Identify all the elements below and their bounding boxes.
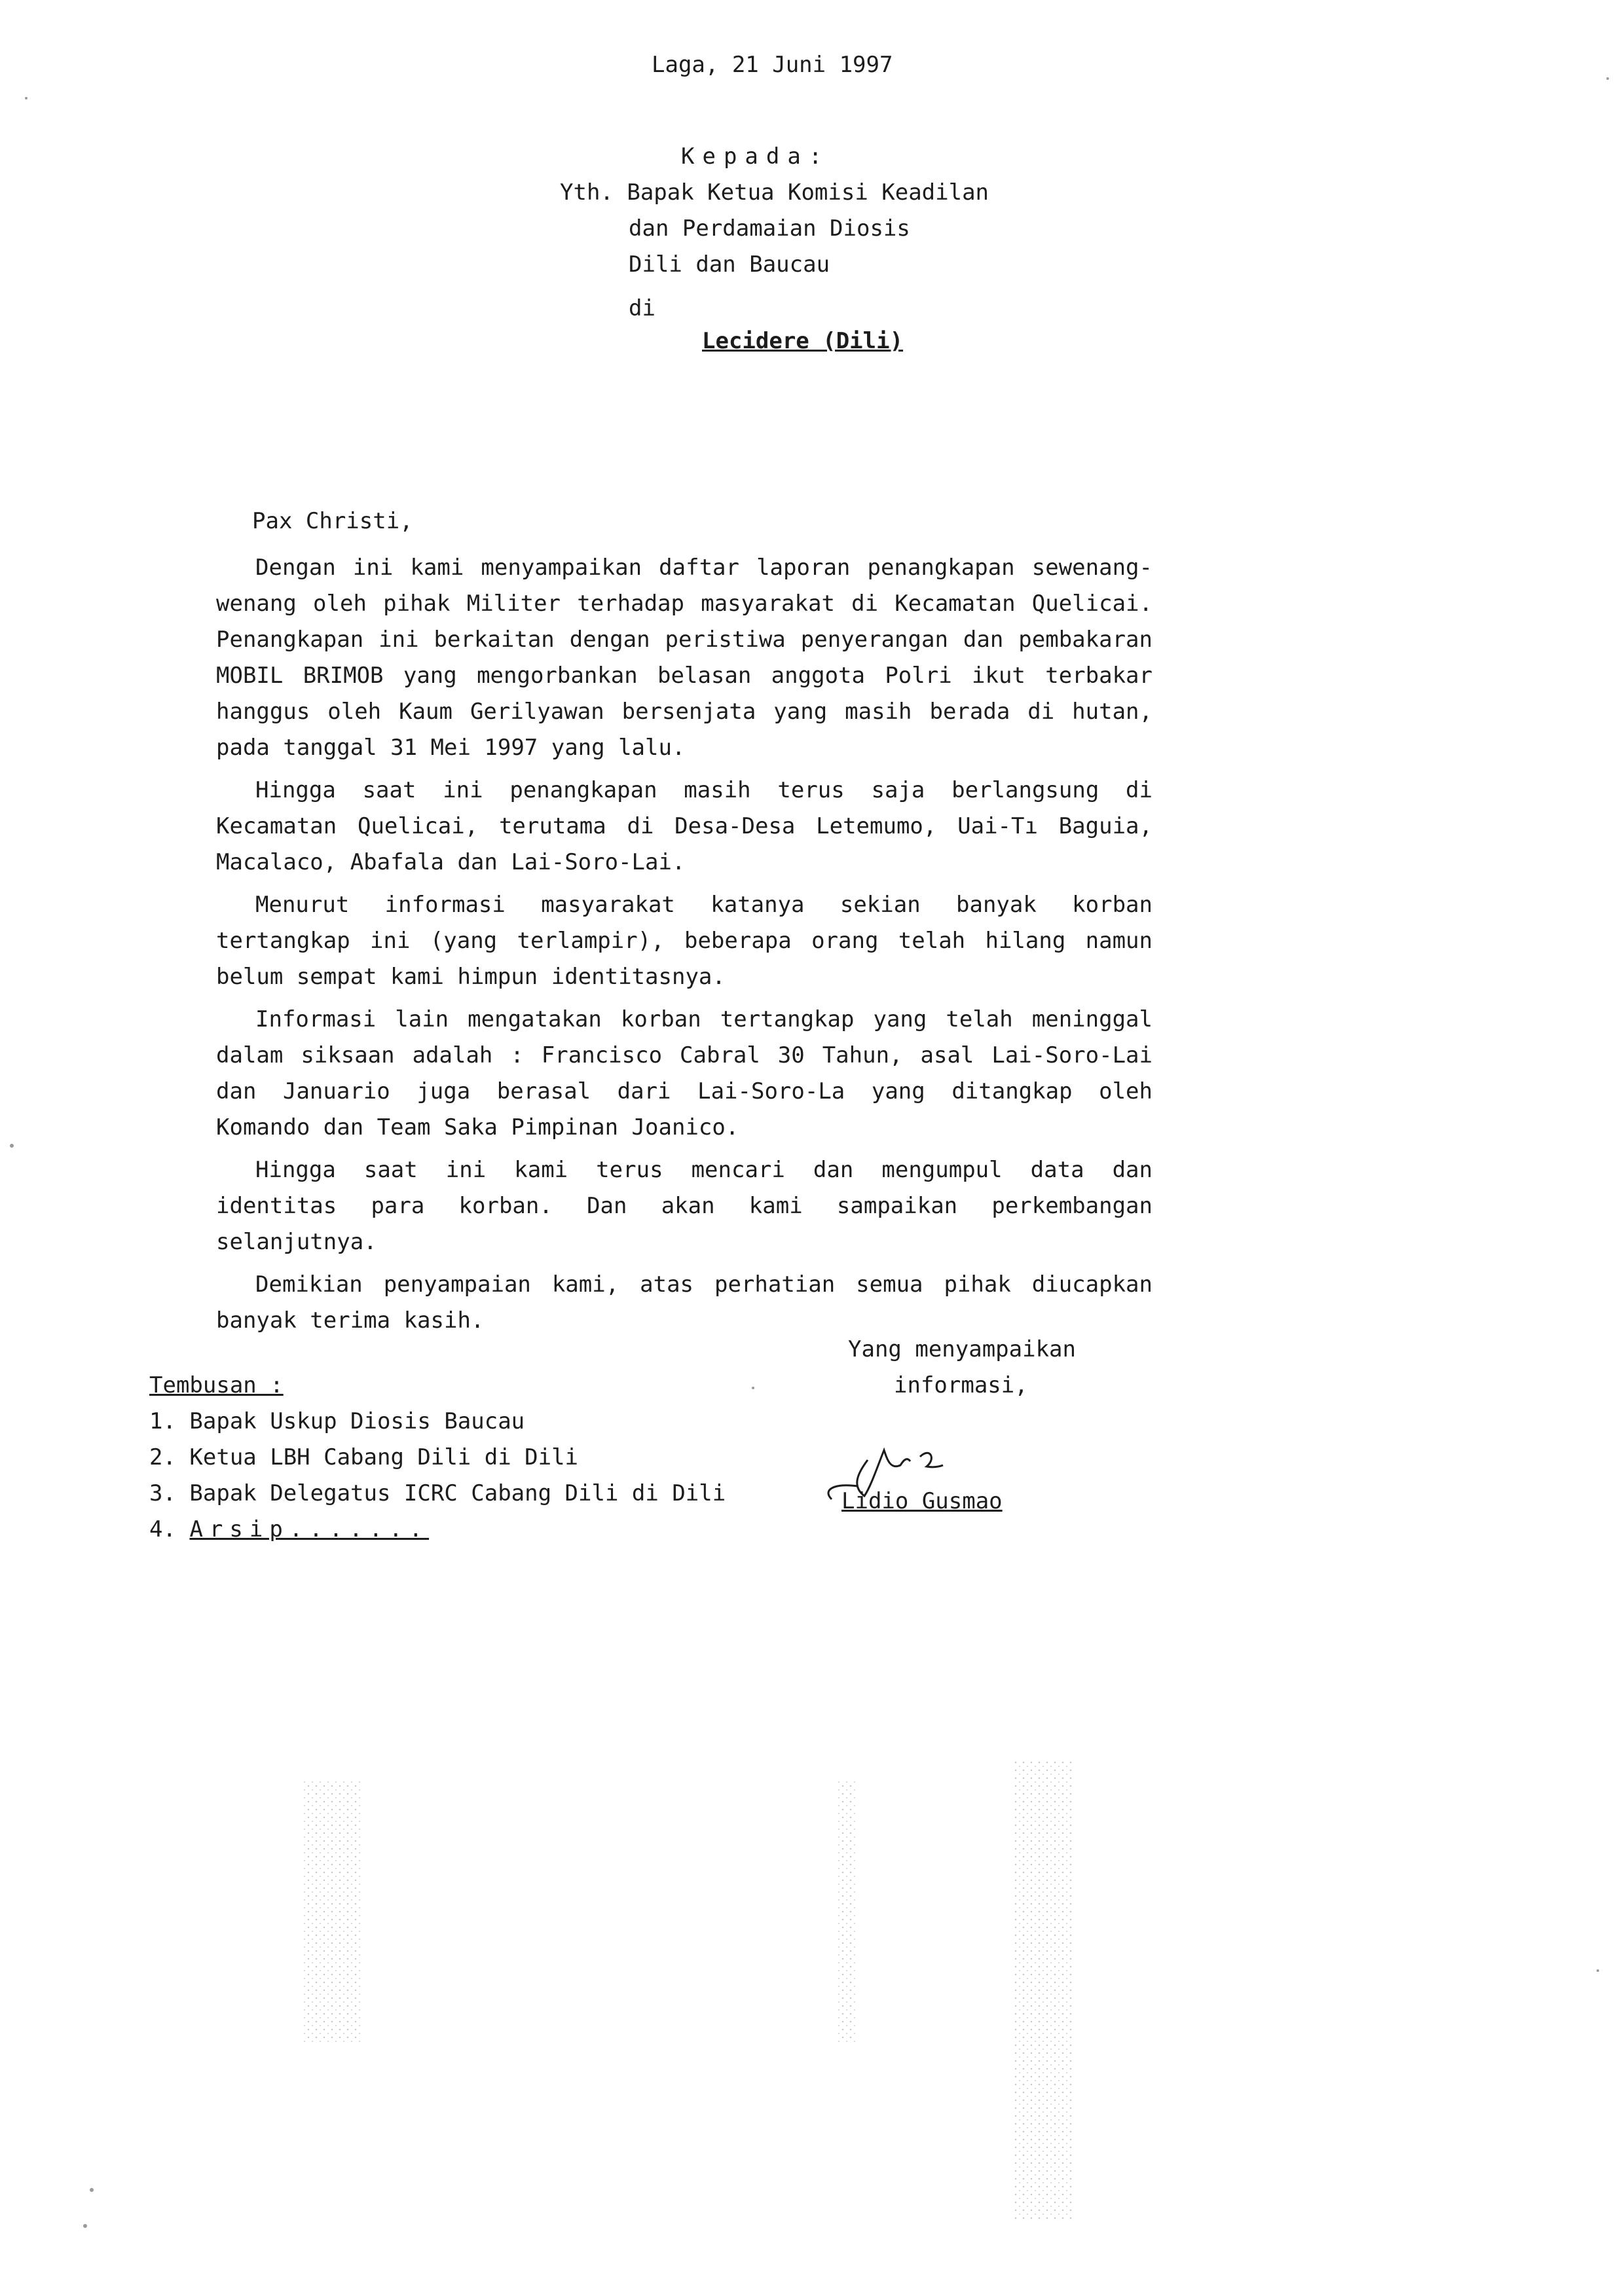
cc-heading: Tembusan : [149, 1372, 284, 1398]
cc-item: 2. Ketua LBH Cabang Dili di Dili [149, 1444, 579, 1470]
recipient-heading: Kepada: [681, 143, 830, 170]
body-paragraph: Dengan ini kami menyampaikan daftar laporan penangkapan sewenang-wenang oleh pihak Militer terhadap masyarakat di Kecamatan Quelicai. Penangkapan ini berkaitan dengan peristiwa penyerangan dan pembakaran MOBIL BRIMOB yang mengorbankan belasan anggota Polri ikut terbakar hanggus oleh Kaum Gerilyawan bersenjata yang masih berada di hutan, pada tanggal 31 Mei 1997 yang lalu. [216, 555, 1153, 761]
letter-date: Laga, 21 Juni 1997 [652, 52, 893, 78]
body-paragraph: Hingga saat ini kami terus mencari dan mengumpul data dan identitas para korban. Dan akan kami sampaikan perkembangan selanjutnya. [216, 1157, 1153, 1255]
body-paragraph: Demikian penyampaian kami, atas perhatian semua pihak diucapkan banyak terima kasih. [216, 1271, 1153, 1334]
recipient-line-1: Yth. Bapak Ketua Komisi Keadilan [560, 179, 989, 206]
cc-item [149, 1516, 429, 1543]
body-paragraph: Menurut informasi masyarakat katanya sekian banyak korban tertangkap ini (yang terlampir), beberapa orang telah hilang namun belum sempat kami himpun identitasnya. [216, 892, 1153, 990]
cc-item: 3. Bapak Delegatus ICRC Cabang Dili di Dili [149, 1480, 726, 1506]
closing-line-2: informasi, [894, 1372, 1028, 1398]
signer-name: Lidio Gusmao [841, 1488, 1003, 1514]
body-paragraph: Hingga saat ini penangkapan masih terus saja berlangsung di Kecamatan Quelicai, terutama di Desa-Desa Letemumo, Uai-Tı Baguia, Macalaco, Abafala dan Lai-Soro-Lai. [216, 777, 1153, 875]
cc-item: 1. Bapak Uskup Diosis Baucau [149, 1408, 525, 1434]
recipient-line-2: dan Perdamaian Diosis [629, 215, 910, 242]
letter-body [216, 550, 1153, 1345]
recipient-location: Lecidere (Dili) [702, 328, 904, 354]
recipient-line-4: di [629, 295, 655, 321]
recipient-line-3: Dili dan Baucau [629, 251, 830, 278]
cc-item-archive: Arsip....... [189, 1516, 430, 1542]
cc-item-number: 4. [149, 1516, 176, 1542]
closing-line-1: Yang menyampaikan [848, 1336, 1076, 1362]
body-paragraph: Informasi lain mengatakan korban tertangkap yang telah meninggal dalam siksaan adalah : Francisco Cabral 30 Tahun, asal Lai-Soro-Lai dan Januario juga berasal dari Lai-Soro-La yang ditangkap oleh Komando dan Team Saka Pimpinan Joanico. [216, 1006, 1153, 1140]
salutation: Pax Christi, [252, 508, 413, 534]
